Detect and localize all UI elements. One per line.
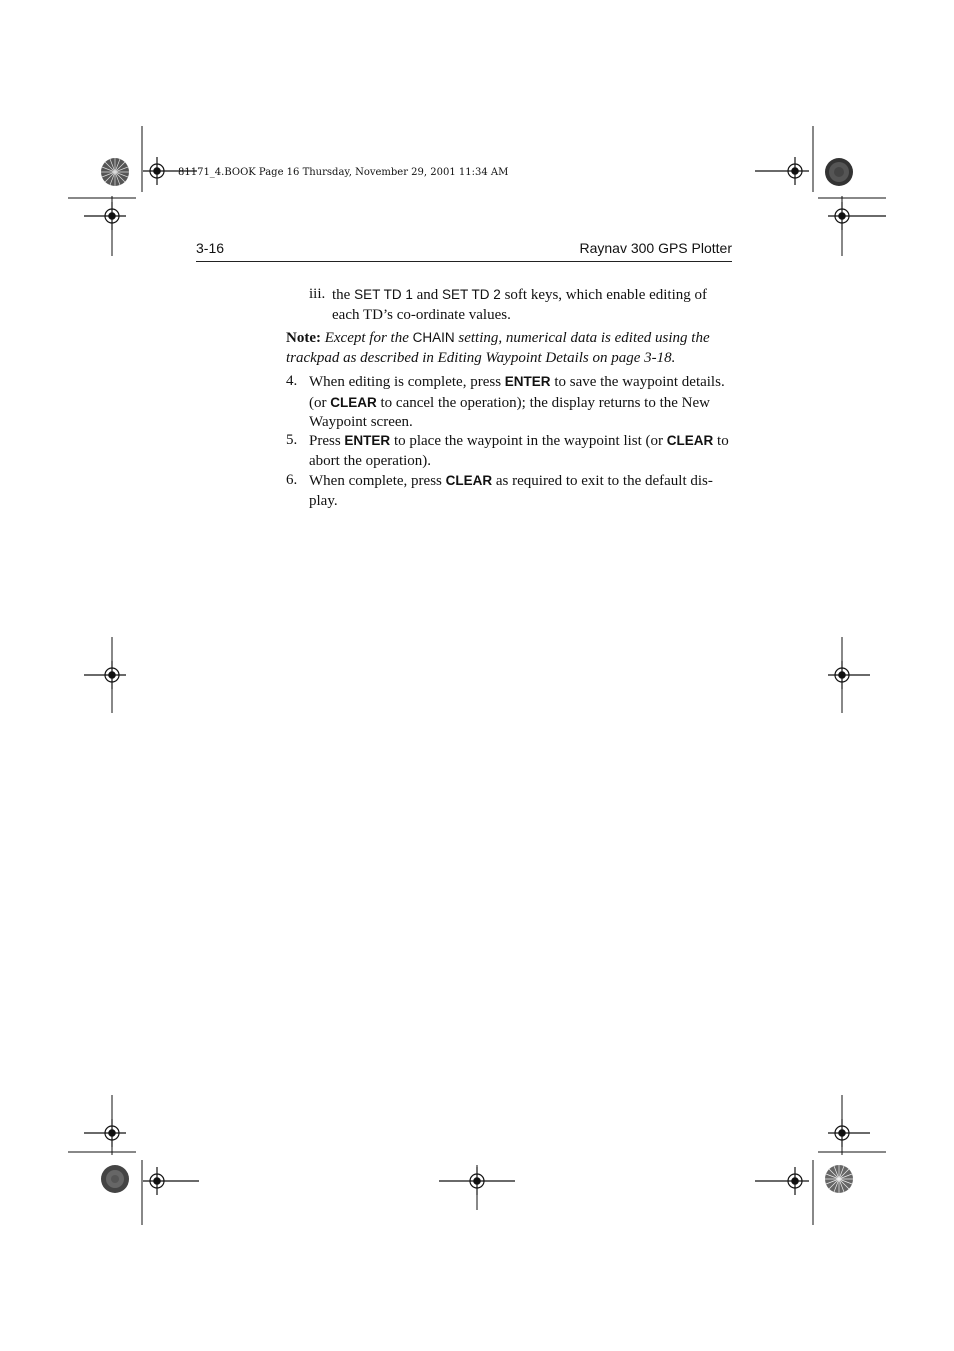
step-number: 6. bbox=[286, 472, 298, 488]
note-label: Note: bbox=[286, 330, 321, 346]
step-number: 5. bbox=[286, 432, 298, 448]
step-6: 6. When complete, press CLEAR as required to exit to the default dis-play. bbox=[286, 472, 713, 509]
page-number: 3-16 bbox=[196, 240, 225, 256]
key-clear: CLEAR bbox=[666, 433, 714, 448]
setting-chain: CHAIN bbox=[412, 330, 455, 345]
softkey-set-td-1: SET TD 1 bbox=[354, 287, 413, 302]
header-rule bbox=[196, 261, 732, 262]
key-clear: CLEAR bbox=[445, 473, 493, 488]
softkey-set-td-2: SET TD 2 bbox=[442, 287, 501, 302]
key-enter: ENTER bbox=[504, 374, 551, 389]
key-enter: ENTER bbox=[344, 433, 391, 448]
list-label: iii. bbox=[309, 286, 326, 302]
running-header-title: Raynav 300 GPS Plotter bbox=[579, 240, 732, 256]
step-number: 4. bbox=[286, 373, 298, 389]
step-4: 4. When editing is complete, press ENTER to save the waypoint details. (or CLEAR to cancel the operation); the display returns to the New Waypoint screen. bbox=[286, 373, 725, 430]
print-slug: 81171_4.BOOK Page 16 Thursday, November 29, 2001 11:34 AM bbox=[178, 167, 509, 178]
step-5: 5. Press ENTER to place the waypoint in the waypoint list (or CLEAR to abort the operation). bbox=[286, 432, 729, 469]
list-item-iii: iii. the SET TD 1 and SET TD 2 soft keys, which enable editing of each TD’s co-ordinate values. bbox=[309, 286, 708, 323]
key-clear: CLEAR bbox=[330, 394, 377, 410]
note-paragraph: Note: Except for the CHAIN setting, numerical data is edited using the trackpad as described in Editing Waypoint Details on page 3-18. bbox=[286, 330, 710, 366]
